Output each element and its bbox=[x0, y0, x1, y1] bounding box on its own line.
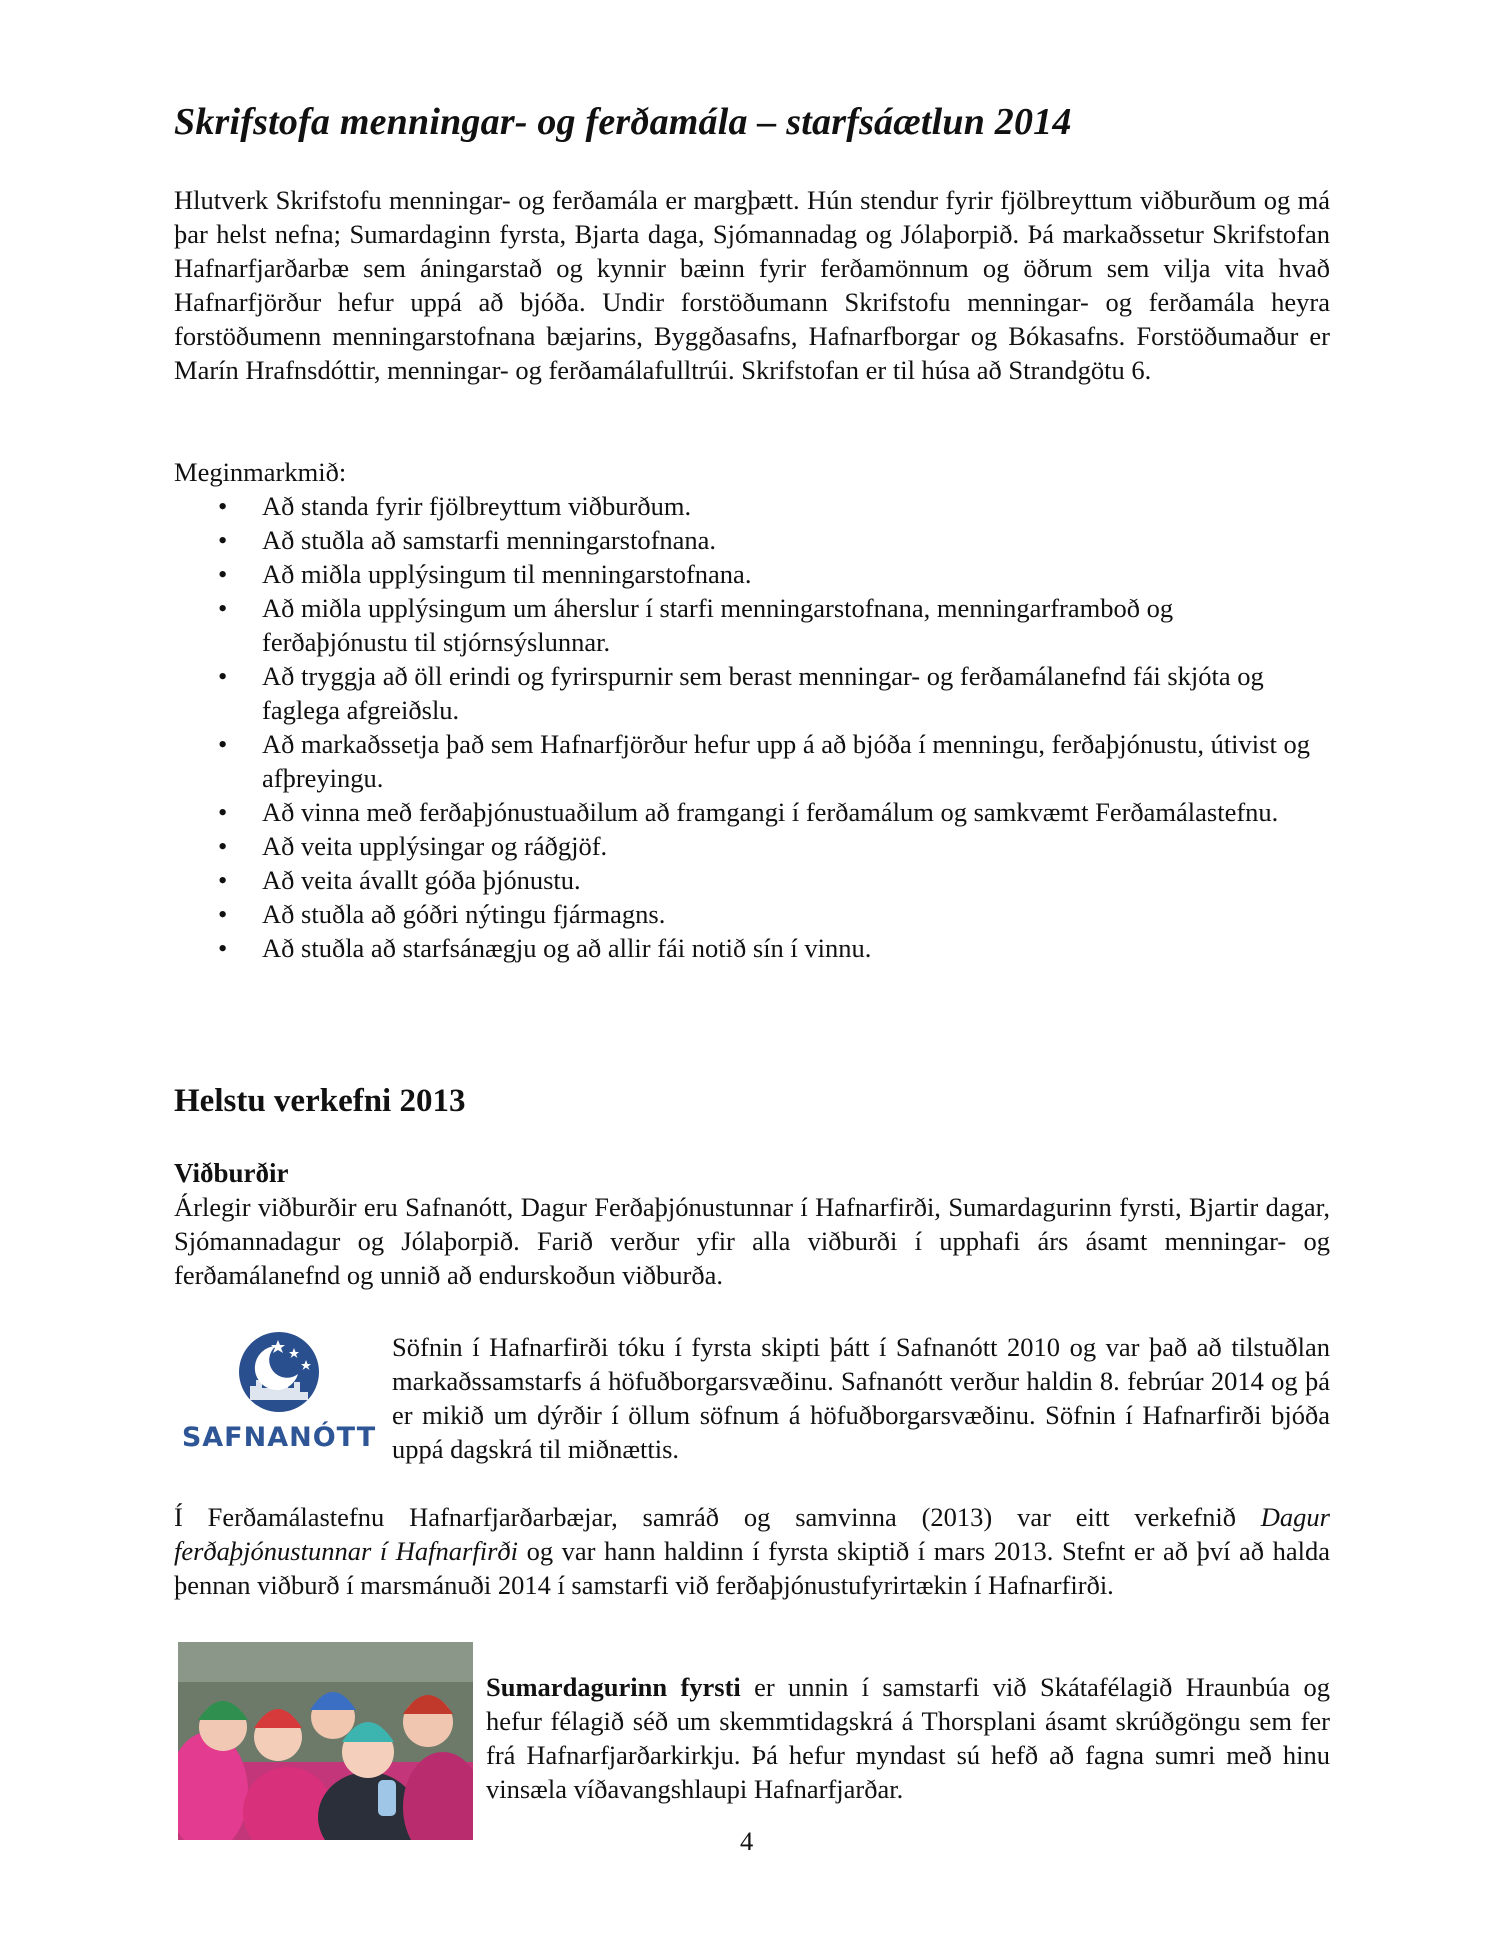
goals-label: Meginmarkmið: bbox=[174, 457, 347, 487]
list-item: • Að stuðla að góðri nýtingu fjármagns. bbox=[218, 899, 666, 929]
list-item: • Að stuðla að starfsánægju og að allir fái notið sín í vinnu. bbox=[218, 933, 872, 963]
list-item: • Að stuðla að samstarfi menningarstofnana. bbox=[218, 525, 717, 555]
events-heading: Viðburðir bbox=[174, 1158, 289, 1188]
bullet-icon: • bbox=[218, 525, 228, 555]
safnanott-logo-graphic bbox=[178, 1328, 380, 1454]
bullet-icon: • bbox=[218, 831, 228, 861]
safnanott-paragraph: Söfnin í Hafnarfirði tóku í fyrsta skipti þátt í Safnanótt 2010 og var það að tilstuðlan markaðssamstarfs á höfuðborgarsvæðinu. Safnanótt verður haldin 8. febrúar 2014 og þá er mikið um dýrðir í öllum söfnum á höfuðborgarsvæðinu. Söfnin í Hafnarfirði bjóða uppá dagskrá til miðnættis. bbox=[392, 1332, 1330, 1464]
bullet-icon: • bbox=[218, 661, 228, 691]
list-item: • Að veita upplýsingar og ráðgjöf. bbox=[218, 831, 608, 861]
bullet-icon: • bbox=[218, 491, 228, 521]
children-photo-graphic bbox=[178, 1642, 473, 1840]
intro-paragraph: Hlutverk Skrifstofu menningar- og ferðamála er margþætt. Hún stendur fyrir fjölbreyttum viðburðum og má þar helst nefna; Sumardaginn fyrsta, Bjarta daga, Sjómannadag og Jólaþorpið. Þá markaðssetur Skrifstofan Hafnarfjarðarbæ sem áningarstað og kynnir bæinn fyrir ferðamönnum og öðrum sem vilja vita hvað Hafnarfjörður hefur uppá að bjóða. Undir forstöðumann Skrifstofu menningar- og ferðamála heyra forstöðumenn menningarstofnana bæjarins, Byggðasafns, Hafnarfborgar og Bókasafns. Forstöðumaður er Marín Hrafnsdóttir, menningar- og ferðamálafulltrúi. Skrifstofan er til húsa að Strandgötu 6. bbox=[174, 185, 1330, 385]
safnanott-logo bbox=[178, 1328, 380, 1454]
section-heading: Helstu verkefni 2013 bbox=[174, 1083, 466, 1119]
logo-wordmark: SAFNANÓTT bbox=[181, 1422, 377, 1453]
list-item: • Að veita ávallt góða þjónustu. bbox=[218, 865, 581, 895]
list-item: • Að standa fyrir fjölbreyttum viðburðum. bbox=[218, 491, 692, 521]
children-photo bbox=[178, 1642, 473, 1840]
sumardagur-bold: Sumardagurinn fyrsti bbox=[486, 1672, 741, 1702]
page-number: 4 bbox=[740, 1826, 754, 1856]
list-item: • Að vinna með ferðaþjónustuaðilum að framgangi í ferðamálum og samkvæmt Ferðamálastefnu. bbox=[218, 797, 1279, 827]
list-item: • Að tryggja að öll erindi og fyrirspurnir sem berast menningar- og ferðamálanefnd fái skjóta og faglega afgreiðslu. bbox=[218, 661, 1264, 725]
ferdadagur-italic: Dagur ferðaþjónustunnar í Hafnarfirði bbox=[174, 1502, 1330, 1566]
bullet-icon: • bbox=[218, 933, 228, 963]
bullet-icon: • bbox=[218, 729, 228, 759]
sumardagur-paragraph: Sumardagurinn fyrsti er unnin í samstarfi við Skátafélagið Hraunbúa og hefur félagið séð um skemmtidagskrá á Thorsplani ásamt skrúðgöngu sem fer frá Hafnarfjarðarkirkju. Þá hefur myndast sú hefð að fagna sumri með hinu vinsæla víðavangshlaupi Hafnarfjarðar. bbox=[486, 1672, 1331, 1804]
bullet-icon: • bbox=[218, 797, 228, 827]
list-item: • Að miðla upplýsingum um áherslur í starfi menningarstofnana, menningarframboð og ferðaþjónustu til stjórnsýslunnar. bbox=[218, 593, 1174, 657]
events-intro-paragraph: Árlegir viðburðir eru Safnanótt, Dagur Ferðaþjónustunnar í Hafnarfirði, Sumardagurinn fyrsti, Bjartir dagar, Sjómannadagur og Jólaþorpið. Farið verður yfir alla viðburði í upphafi árs ásamt menningar- og ferðamálanefnd og unnið að endurskoðun viðburða. bbox=[174, 1192, 1330, 1290]
bullet-icon: • bbox=[218, 865, 228, 895]
goals-list bbox=[174, 489, 1314, 965]
list-item: • Að miðla upplýsingum til menningarstofnana. bbox=[218, 559, 752, 589]
list-item: • Að markaðssetja það sem Hafnarfjörður hefur upp á að bjóða í menningu, ferðaþjónustu, útivist og afþreyingu. bbox=[218, 729, 1310, 793]
bullet-icon: • bbox=[218, 559, 228, 589]
page-title: Skrifstofa menningar- og ferðamála – starfsáætlun 2014 bbox=[174, 101, 1072, 143]
bullet-icon: • bbox=[218, 593, 228, 623]
ferdadagur-paragraph: Í Ferðamálastefnu Hafnarfjarðarbæjar, samráð og samvinna (2013) var eitt verkefnið Dagur ferðaþjónustunnar í Hafnarfirði og var hann haldinn í fyrsta skiptið í mars 2013. Stefnt er að því að halda þennan viðburð í marsmánuði 2014 í samstarfi við ferðaþjónustufyrirtækin í Hafnarfirði. bbox=[174, 1502, 1330, 1600]
bullet-icon: • bbox=[218, 899, 228, 929]
